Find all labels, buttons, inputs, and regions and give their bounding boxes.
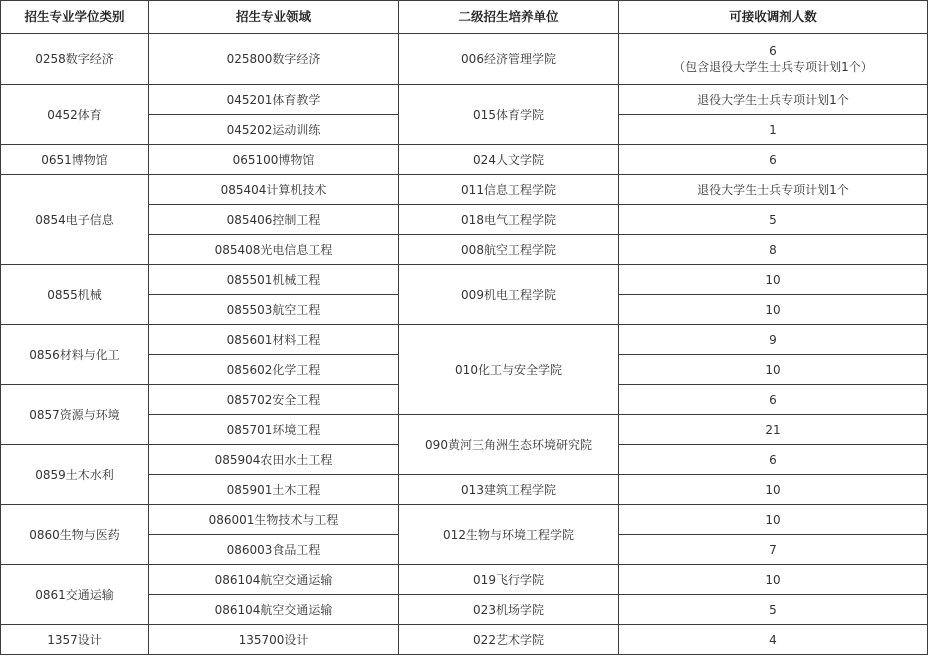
header-count: 可接收调剂人数 [619, 1, 928, 34]
table-row [1, 34, 928, 85]
field-cell: 085404计算机技术 [149, 175, 399, 205]
count-cell: 6 [619, 385, 928, 415]
count-cell: 10 [619, 265, 928, 295]
field-cell: 086104航空交通运输 [149, 565, 399, 595]
unit-cell: 024人文学院 [399, 145, 619, 175]
table-row [1, 565, 928, 595]
count-cell: 21 [619, 415, 928, 445]
count-cell: 5 [619, 595, 928, 625]
count-cell: 5 [619, 205, 928, 235]
table-row [1, 85, 928, 115]
count-cell [619, 34, 928, 85]
unit-cell: 009机电工程学院 [399, 265, 619, 325]
count-cell: 10 [619, 505, 928, 535]
field-cell: 085701环境工程 [149, 415, 399, 445]
field-cell: 045202运动训练 [149, 115, 399, 145]
count-cell: 1 [619, 115, 928, 145]
table-row [1, 175, 928, 205]
category-cell: 0861交通运输 [1, 565, 149, 625]
header-row [1, 1, 928, 34]
unit-cell: 013建筑工程学院 [399, 475, 619, 505]
field-cell: 085602化学工程 [149, 355, 399, 385]
count-cell: 8 [619, 235, 928, 265]
count-cell: 6 [619, 145, 928, 175]
field-cell: 045201体育教学 [149, 85, 399, 115]
category-cell: 0857资源与环境 [1, 385, 149, 445]
category-cell: 0651博物馆 [1, 145, 149, 175]
field-cell: 086001生物技术与工程 [149, 505, 399, 535]
header-field: 招生专业领域 [149, 1, 399, 34]
unit-cell: 010化工与安全学院 [399, 325, 619, 415]
header-category: 招生专业学位类别 [1, 1, 149, 34]
table-row [1, 505, 928, 535]
unit-cell: 011信息工程学院 [399, 175, 619, 205]
unit-cell: 019飞行学院 [399, 565, 619, 595]
field-cell: 085408光电信息工程 [149, 235, 399, 265]
count-cell: 10 [619, 355, 928, 385]
count-cell: 10 [619, 475, 928, 505]
count-cell: 10 [619, 565, 928, 595]
field-cell: 085503航空工程 [149, 295, 399, 325]
count-cell: 4 [619, 625, 928, 655]
field-cell: 085904农田水土工程 [149, 445, 399, 475]
count-note: （包含退役大学生士兵专项计划1个） [673, 60, 873, 74]
count-cell: 6 [619, 445, 928, 475]
count-cell: 7 [619, 535, 928, 565]
unit-cell: 018电气工程学院 [399, 205, 619, 235]
count-cell: 退役大学生士兵专项计划1个 [619, 85, 928, 115]
category-cell: 0258数字经济 [1, 34, 149, 85]
field-cell: 085406控制工程 [149, 205, 399, 235]
field-cell: 085501机械工程 [149, 265, 399, 295]
table-row [1, 265, 928, 295]
field-cell: 085601材料工程 [149, 325, 399, 355]
field-cell: 085901土木工程 [149, 475, 399, 505]
field-cell: 065100博物馆 [149, 145, 399, 175]
unit-cell: 015体育学院 [399, 85, 619, 145]
unit-cell: 008航空工程学院 [399, 235, 619, 265]
category-cell: 0860生物与医药 [1, 505, 149, 565]
field-cell: 085702安全工程 [149, 385, 399, 415]
count-cell: 9 [619, 325, 928, 355]
field-cell: 086003食品工程 [149, 535, 399, 565]
category-cell: 0855机械 [1, 265, 149, 325]
category-cell: 0854电子信息 [1, 175, 149, 265]
category-cell: 0856材料与化工 [1, 325, 149, 385]
category-cell: 0452体育 [1, 85, 149, 145]
unit-cell: 090黄河三角洲生态环境研究院 [399, 415, 619, 475]
count-cell: 退役大学生士兵专项计划1个 [619, 175, 928, 205]
unit-cell: 023机场学院 [399, 595, 619, 625]
table-row [1, 625, 928, 655]
field-cell: 025800数字经济 [149, 34, 399, 85]
unit-cell: 022艺术学院 [399, 625, 619, 655]
field-cell: 086104航空交通运输 [149, 595, 399, 625]
unit-cell: 012生物与环境工程学院 [399, 505, 619, 565]
category-cell: 0859土木水利 [1, 445, 149, 505]
table-row [1, 145, 928, 175]
count-cell: 10 [619, 295, 928, 325]
category-cell: 1357设计 [1, 625, 149, 655]
header-unit: 二级招生培养单位 [399, 1, 619, 34]
field-cell: 135700设计 [149, 625, 399, 655]
count-value: 6 [769, 44, 777, 58]
table-row [1, 325, 928, 355]
unit-cell: 006经济管理学院 [399, 34, 619, 85]
